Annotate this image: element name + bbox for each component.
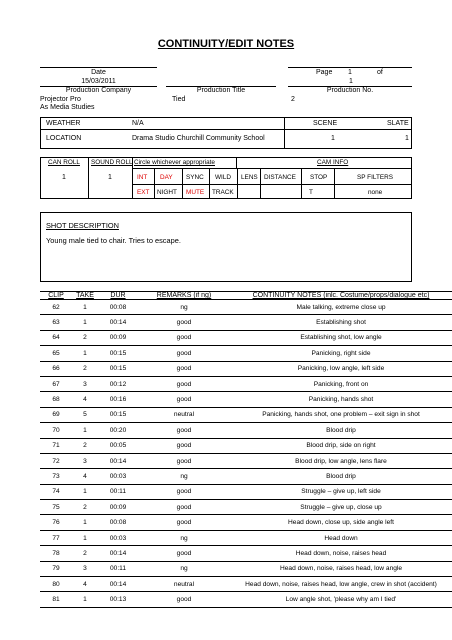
can-roll-label: CAN ROLL <box>48 159 80 166</box>
table-row <box>40 392 452 407</box>
dur-cell: 00:11 <box>98 484 138 499</box>
notes-cell: Panicking, right side <box>230 346 452 361</box>
dur-header: DUR <box>98 292 138 300</box>
scene-label: SCENE <box>313 120 338 127</box>
notes-cell: Panicking, front on <box>230 376 452 391</box>
clip-cell: 77 <box>40 530 72 545</box>
dur-cell: 00:15 <box>98 407 138 422</box>
remarks-cell: good <box>138 315 230 330</box>
sound-roll-value: 1 <box>108 174 112 181</box>
remarks-cell: ng <box>138 300 230 315</box>
remarks-cell: good <box>138 500 230 515</box>
notes-cell: Blood drip, low angle, lens flare <box>230 453 452 468</box>
sync-option[interactable]: SYNC <box>186 174 204 181</box>
take-cell: 1 <box>72 484 98 499</box>
sp-filters-value: none <box>368 189 383 196</box>
table-row <box>40 592 452 607</box>
page-number: 1 <box>348 69 352 76</box>
dur-cell: 00:14 <box>98 577 138 592</box>
sp-filters-label: SP FILTERS <box>357 174 393 181</box>
notes-cell: Struggle – give up, left side <box>230 484 452 499</box>
remarks-cell: good <box>138 484 230 499</box>
dur-cell: 00:20 <box>98 423 138 438</box>
table-row <box>40 407 452 422</box>
notes-cell: Head down, noise, raises head, low angle, crew in shot (accident) <box>230 577 452 592</box>
lens-label: LENS <box>241 174 258 181</box>
take-cell: 1 <box>72 300 98 315</box>
can-roll-value: 1 <box>62 174 66 181</box>
notes-cell: Male talking, extreme close up <box>230 300 452 315</box>
dur-cell: 00:05 <box>98 438 138 453</box>
shot-description-label: SHOT DESCRIPTION <box>46 221 119 230</box>
camera-row-2 <box>132 184 412 185</box>
production-no-value: 2 <box>291 96 295 103</box>
dur-cell: 00:14 <box>98 546 138 561</box>
clip-cell: 73 <box>40 469 72 484</box>
table-row <box>40 330 452 345</box>
mute-option[interactable]: MUTE <box>186 189 205 196</box>
table-row <box>40 561 452 576</box>
notes-cell: Panicking, low angle, left side <box>230 361 452 376</box>
camera-vline-8 <box>301 168 302 199</box>
remarks-cell: good <box>138 438 230 453</box>
dur-cell: 00:12 <box>98 376 138 391</box>
dur-cell: 00:03 <box>98 469 138 484</box>
stop-value: T <box>309 189 313 196</box>
notes-cell: Blood drip, side on right <box>230 438 452 453</box>
take-cell: 2 <box>72 361 98 376</box>
remarks-cell: ng <box>138 530 230 545</box>
take-header: TAKE <box>72 292 98 300</box>
table-row <box>40 469 452 484</box>
night-option[interactable]: NIGHT <box>157 189 177 196</box>
clip-cell: 63 <box>40 315 72 330</box>
clip-cell: 72 <box>40 453 72 468</box>
take-cell: 3 <box>72 376 98 391</box>
table-row <box>40 546 452 561</box>
int-option[interactable]: INT <box>137 174 148 181</box>
notes-cell: Establishing shot <box>230 315 452 330</box>
table-row <box>40 423 452 438</box>
camera-vline-7 <box>260 168 261 199</box>
production-title-label: Production Title <box>196 87 246 94</box>
camera-row-1 <box>132 168 412 169</box>
scene-box-divider <box>40 129 412 130</box>
cam-info-label: CAM INFO <box>317 159 349 166</box>
clip-cell: 81 <box>40 592 72 607</box>
clip-cell: 67 <box>40 376 72 391</box>
take-cell: 4 <box>72 469 98 484</box>
camera-vline-1 <box>88 157 89 199</box>
remarks-cell: good <box>138 330 230 345</box>
table-row <box>40 376 452 391</box>
clip-header: CLIP <box>40 292 72 300</box>
clip-cell: 75 <box>40 500 72 515</box>
clip-cell: 65 <box>40 346 72 361</box>
ext-option[interactable]: EXT <box>137 189 150 196</box>
remarks-header: REMARKS (if ng) <box>138 292 230 300</box>
remarks-cell: good <box>138 361 230 376</box>
company-value-2: As Media Studies <box>40 104 95 111</box>
take-cell: 1 <box>72 515 98 530</box>
clip-cell: 79 <box>40 561 72 576</box>
remarks-cell: good <box>138 546 230 561</box>
dur-cell: 00:08 <box>98 300 138 315</box>
clip-cell: 68 <box>40 392 72 407</box>
weather-label: WEATHER <box>46 120 81 127</box>
dur-cell: 00:09 <box>98 330 138 345</box>
of-label: of <box>377 69 383 76</box>
take-cell: 4 <box>72 577 98 592</box>
take-cell: 1 <box>72 530 98 545</box>
dur-cell: 00:08 <box>98 515 138 530</box>
page-title: CONTINUITY/EDIT NOTES <box>157 38 295 50</box>
table-row <box>40 500 452 515</box>
location-value: Drama Studio Churchill Community School <box>132 135 265 142</box>
take-cell: 1 <box>72 423 98 438</box>
take-cell: 2 <box>72 546 98 561</box>
date-rule <box>40 67 157 68</box>
dur-cell: 00:09 <box>98 500 138 515</box>
notes-cell: Struggle – give up, close up <box>230 500 452 515</box>
remarks-cell: good <box>138 376 230 391</box>
dur-cell: 00:14 <box>98 453 138 468</box>
clip-cell: 76 <box>40 515 72 530</box>
table-row <box>40 300 452 315</box>
camera-vline-10 <box>236 157 237 168</box>
location-label: LOCATION <box>46 135 82 142</box>
table-row <box>40 315 452 330</box>
production-no-label: Production No. <box>326 87 374 94</box>
dur-cell: 00:15 <box>98 346 138 361</box>
notes-cell: Low angle shot, 'please why am I tied' <box>230 592 452 607</box>
table-row <box>40 438 452 453</box>
camera-vline-5 <box>209 168 210 199</box>
table-row <box>40 361 452 376</box>
take-cell: 1 <box>72 592 98 607</box>
clip-cell: 62 <box>40 300 72 315</box>
clip-cell: 64 <box>40 330 72 345</box>
remarks-cell: ng <box>138 561 230 576</box>
notes-cell: Head down, noise, raises head, low angle <box>230 561 452 576</box>
take-cell: 5 <box>72 407 98 422</box>
table-row <box>40 484 452 499</box>
notes-cell: Blood drip <box>230 469 452 484</box>
notes-cell: Panicking, hands shot, one problem – exit sign in shot <box>230 407 452 422</box>
company-label: Production Company <box>65 87 132 94</box>
shot-description-text: Young male tied to chair. Tries to escape. <box>46 236 181 245</box>
table-row <box>40 453 452 468</box>
remarks-cell: neutral <box>138 407 230 422</box>
remarks-cell: good <box>138 515 230 530</box>
take-cell: 3 <box>72 453 98 468</box>
take-cell: 1 <box>72 346 98 361</box>
clip-cell: 71 <box>40 438 72 453</box>
take-cell: 2 <box>72 438 98 453</box>
weather-value: N/A <box>132 120 144 127</box>
dur-cell: 00:16 <box>98 392 138 407</box>
production-title-value: Tied <box>172 96 186 103</box>
dur-cell: 00:14 <box>98 315 138 330</box>
circle-label: Circle whichever appropriate <box>134 159 215 166</box>
table-header-row <box>40 292 452 300</box>
scene-box <box>40 117 412 149</box>
slate-value: 1 <box>405 135 409 142</box>
clip-cell: 78 <box>40 546 72 561</box>
clip-cell: 66 <box>40 361 72 376</box>
day-option[interactable]: DAY <box>160 174 173 181</box>
remarks-cell: ng <box>138 469 230 484</box>
distance-label: DISTANCE <box>264 174 296 181</box>
notes-cell: Head down <box>230 530 452 545</box>
table-row <box>40 346 452 361</box>
dur-cell: 00:11 <box>98 561 138 576</box>
sound-roll-label: SOUND ROLL <box>91 159 133 166</box>
table-row <box>40 515 452 530</box>
page-rule <box>288 67 412 68</box>
stop-label: STOP <box>310 174 328 181</box>
take-cell: 4 <box>72 392 98 407</box>
clip-cell: 80 <box>40 577 72 592</box>
notes-cell: Head down, close up, side angle left <box>230 515 452 530</box>
scene-box-vline <box>284 117 285 149</box>
notes-cell: Blood drip <box>230 423 452 438</box>
scene-value: 1 <box>331 135 335 142</box>
remarks-cell: good <box>138 592 230 607</box>
continuity-log-table <box>40 291 452 608</box>
company-value-1: Projector Pro <box>40 96 81 103</box>
camera-vline-9 <box>334 168 335 199</box>
clip-cell: 70 <box>40 423 72 438</box>
dur-cell: 00:15 <box>98 361 138 376</box>
camera-vline-6 <box>237 168 238 199</box>
take-cell: 2 <box>72 500 98 515</box>
camera-vline-4 <box>182 168 183 199</box>
notes-cell: Head down, noise, raises head <box>230 546 452 561</box>
camera-vline-3 <box>154 168 155 199</box>
notes-cell: Panicking, hands shot <box>230 392 452 407</box>
take-cell: 1 <box>72 315 98 330</box>
dur-cell: 00:13 <box>98 592 138 607</box>
clip-cell: 74 <box>40 484 72 499</box>
date-value: 15/03/2011 <box>81 78 116 85</box>
take-cell: 2 <box>72 330 98 345</box>
wild-option[interactable]: WILD <box>215 174 231 181</box>
remarks-cell: good <box>138 423 230 438</box>
notes-header: CONTINUITY NOTES (inlc. Costume/props/dialogue etc) <box>230 292 452 300</box>
track-option[interactable]: TRACK <box>212 189 234 196</box>
date-label: Date <box>91 69 106 76</box>
table-row <box>40 530 452 545</box>
remarks-cell: good <box>138 392 230 407</box>
take-cell: 3 <box>72 561 98 576</box>
slate-label: SLATE <box>387 120 409 127</box>
page-label: Page <box>316 69 333 76</box>
clip-cell: 69 <box>40 407 72 422</box>
remarks-cell: good <box>138 453 230 468</box>
remarks-cell: good <box>138 346 230 361</box>
remarks-cell: neutral <box>138 577 230 592</box>
dur-cell: 00:03 <box>98 530 138 545</box>
table-row <box>40 577 452 592</box>
notes-cell: Establishing shot, low angle <box>230 330 452 345</box>
page-total: 1 <box>349 78 353 85</box>
